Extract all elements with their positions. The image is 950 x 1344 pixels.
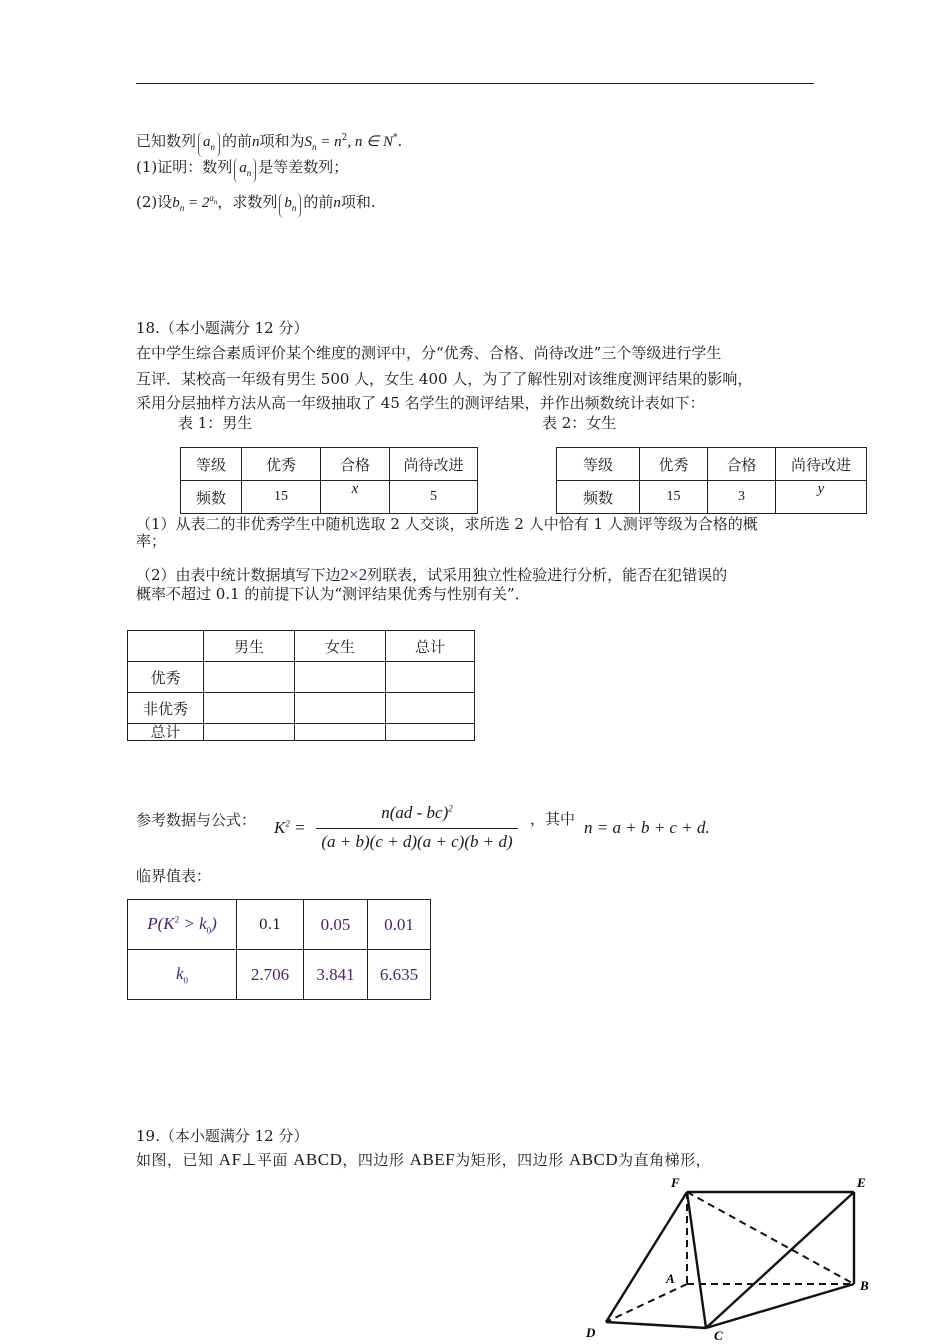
table-cell: 非优秀 xyxy=(128,693,204,724)
q19-header: 19.（本小题满分 12 分） xyxy=(136,1127,309,1145)
table-cell: 总计 xyxy=(386,631,475,662)
table-cell: 合格 xyxy=(708,448,776,481)
formula-denominator: (a + b)(c + d)(a + c)(b + d) xyxy=(321,832,513,851)
table1-caption: 表 1：男生 xyxy=(178,414,253,432)
q17-part1: (1)证明：数列 $a_n$ 是等差数列； xyxy=(136,157,348,183)
label-F: F xyxy=(671,1175,680,1190)
edge-FD xyxy=(606,1192,687,1322)
table-cell xyxy=(386,662,475,693)
q18-line1: 在中学生综合素质评价某个维度的测评中，分“优秀、合格、尚待改进”三个等级进行学生 xyxy=(136,344,722,362)
table-cell: 15 xyxy=(242,481,321,514)
edge-CE xyxy=(706,1192,854,1328)
table-cell: 等级 xyxy=(557,448,640,481)
table2-female xyxy=(556,447,867,514)
table-cell: 男生 xyxy=(204,631,295,662)
q17-stem: 已知数列 $a_n$ 的前n项和为$S_n = n^2$, n ∈ N*. xyxy=(136,128,402,157)
table1-male xyxy=(180,447,478,514)
table-cell: $k_0$ xyxy=(128,950,237,1000)
n-equation: n = a + b + c + d. xyxy=(584,818,710,837)
table-cell: 2.706 xyxy=(237,950,304,1000)
table-cell xyxy=(295,693,386,724)
table-cell xyxy=(386,693,475,724)
label-B: B xyxy=(860,1278,869,1293)
table-cell: 6.635 xyxy=(368,950,431,1000)
table-cell xyxy=(204,724,295,741)
q19-line1: 如图，已知 AF⊥平面 ABCD，四边形 ABEF为矩形，四边形 ABCD为直角梯形， xyxy=(136,1150,712,1169)
table-cell: 3.841 xyxy=(304,950,368,1000)
formula-lhs: $K^2$ = xyxy=(274,818,306,837)
table-cell: 尚待改进 xyxy=(390,448,478,481)
critical-value-table xyxy=(127,899,431,1000)
table-cell: 0.01 xyxy=(368,900,431,950)
q18-sub1-line2: 率； xyxy=(136,532,167,550)
table-cell: y xyxy=(776,481,867,514)
table-cell xyxy=(204,662,295,693)
critical-label: 临界值表： xyxy=(136,867,212,885)
label-C: C xyxy=(714,1328,723,1342)
q18-sub1-line1: （1）从表二的非优秀学生中随机选取 2 人交谈，求所选 2 人中恰有 1 人测评等级为合格的概 xyxy=(136,515,758,533)
table-cell: 0.1 xyxy=(237,900,304,950)
q18-header: 18.（本小题满分 12 分） xyxy=(136,319,309,337)
q18-sub2-line2: 概率不超过 0.1 的前提下认为“测评结果优秀与性别有关”． xyxy=(136,585,530,603)
table-cell: $P(K^2 > k_0)$ xyxy=(128,900,237,950)
q18-line3: 采用分层抽样方法从高一年级抽取了 45 名学生的测评结果，并作出频数统计表如下： xyxy=(136,394,705,412)
edge-DC xyxy=(606,1322,706,1328)
table-cell: 优秀 xyxy=(128,662,204,693)
table-cell xyxy=(128,631,204,662)
edge-FC xyxy=(687,1192,706,1328)
table-cell: 3 xyxy=(708,481,776,514)
geometry-figure xyxy=(570,1170,880,1342)
table-cell: 尚待改进 xyxy=(776,448,867,481)
table-cell: 合格 xyxy=(321,448,390,481)
table-cell: 15 xyxy=(640,481,708,514)
table-cell: 优秀 xyxy=(242,448,321,481)
ref-label: 参考数据与公式： xyxy=(136,811,257,829)
table-cell: 5 xyxy=(390,481,478,514)
table-cell: 频数 xyxy=(557,481,640,514)
where-label: ，其中 xyxy=(530,810,576,828)
label-D: D xyxy=(586,1325,596,1340)
table-cell: 优秀 xyxy=(640,448,708,481)
table-cell: x xyxy=(321,481,390,514)
table-cell xyxy=(295,724,386,741)
q17-part2: (2)设$b_n = 2^{a_n}$，求数列 $b_n$ 的前n项和. xyxy=(136,188,376,218)
table-cell: 0.05 xyxy=(304,900,368,950)
fraction-bar xyxy=(316,828,518,829)
label-A: A xyxy=(666,1271,675,1286)
label-E: E xyxy=(857,1175,866,1190)
contingency-table xyxy=(127,630,475,741)
table-cell: 等级 xyxy=(181,448,242,481)
q18-line2: 互评．某校高一年级有男生 500 人，女生 400 人，为了了解性别对该维度测评结果的影响， xyxy=(136,370,753,388)
table-cell xyxy=(295,662,386,693)
table-cell xyxy=(386,724,475,741)
formula-numerator: n(ad - bc)$^2$ xyxy=(381,803,453,822)
table2-caption: 表 2：女生 xyxy=(542,414,617,432)
table-cell: 女生 xyxy=(295,631,386,662)
table-cell: 总计 xyxy=(128,724,204,741)
table-cell xyxy=(204,693,295,724)
table-cell: 频数 xyxy=(181,481,242,514)
header-rule xyxy=(136,83,814,84)
q18-sub2-line1: （2）由表中统计数据填写下边2×2列联表，试采用独立性检验进行分析，能否在犯错误的 xyxy=(136,565,728,584)
